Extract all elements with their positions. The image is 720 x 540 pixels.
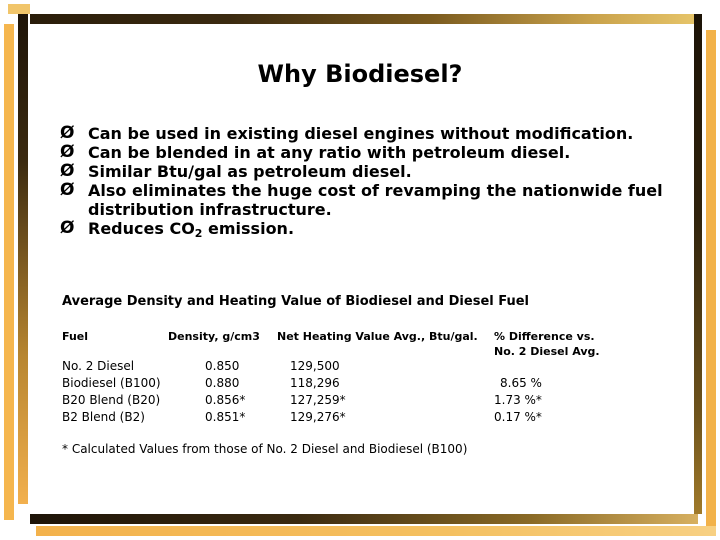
- bullet-item: [60, 219, 680, 243]
- bullet-text-after: emission.: [202, 219, 295, 238]
- bullet-item: [60, 143, 680, 162]
- cell-heating-value: 129,500: [290, 359, 340, 373]
- cell-fuel: No. 2 Diesel: [62, 359, 135, 373]
- frame-bar-left-light: [4, 24, 14, 520]
- frame-bar-bottom-light: [36, 526, 716, 536]
- bullet-item: [60, 124, 680, 143]
- frame-bar-top: [30, 14, 695, 24]
- bullet-text: Similar Btu/gal as petroleum diesel.: [88, 162, 412, 181]
- column-header-heating-value: Net Heating Value Avg., Btu/gal.: [277, 330, 478, 343]
- table-title: Average Density and Heating Value of Biodiesel and Diesel Fuel: [62, 294, 529, 309]
- bullet-text: [88, 219, 294, 238]
- bullet-item: [60, 162, 680, 181]
- column-header-density: Density, g/cm3: [168, 330, 260, 343]
- arrow-bullet-icon: Ø: [60, 161, 75, 181]
- bullet-text: Can be blended in at any ratio with petroleum diesel.: [88, 143, 571, 162]
- cell-heating-value: 129,276*: [290, 410, 346, 424]
- frame-bar-top-light: [8, 4, 30, 14]
- arrow-bullet-icon: Ø: [60, 218, 75, 238]
- cell-fuel: B2 Blend (B2): [62, 410, 145, 424]
- column-header-difference-line1: % Difference vs.: [494, 330, 595, 343]
- cell-density: 0.851*: [205, 410, 246, 424]
- bullet-list: [60, 124, 680, 243]
- cell-difference: 0.17 %*: [494, 410, 542, 424]
- cell-fuel: B20 Blend (B20): [62, 393, 161, 407]
- cell-fuel: Biodiesel (B100): [62, 376, 161, 390]
- bullet-item: [60, 181, 680, 219]
- arrow-bullet-icon: Ø: [60, 123, 75, 143]
- subscript: 2: [194, 227, 203, 240]
- cell-density: 0.880: [205, 376, 240, 390]
- frame-bar-bottom: [30, 514, 698, 524]
- cell-heating-value: 127,259*: [290, 393, 346, 407]
- column-header-fuel: Fuel: [62, 330, 89, 343]
- cell-heating-value: 118,296: [290, 376, 340, 390]
- frame-bar-right: [694, 14, 702, 514]
- cell-density: 0.856*: [205, 393, 246, 407]
- arrow-bullet-icon: Ø: [60, 180, 75, 200]
- cell-difference: 1.73 %*: [494, 393, 542, 407]
- cell-difference: 8.65 %: [500, 376, 542, 390]
- arrow-bullet-icon: Ø: [60, 142, 75, 162]
- column-header-difference: [494, 329, 600, 359]
- bullet-text: Can be used in existing diesel engines without modification.: [88, 124, 634, 143]
- bullet-text-before: Reduces CO: [88, 219, 195, 238]
- bullet-text: Also eliminates the huge cost of revamping the nationwide fuel distribution infrastructure.: [88, 181, 663, 219]
- table-footnote: * Calculated Values from those of No. 2 Diesel and Biodiesel (B100): [62, 442, 468, 456]
- cell-density: 0.850: [205, 359, 240, 373]
- slide-title: Why Biodiesel?: [257, 60, 463, 88]
- column-header-difference-line2: No. 2 Diesel Avg.: [494, 345, 600, 358]
- frame-bar-right-light: [706, 30, 716, 526]
